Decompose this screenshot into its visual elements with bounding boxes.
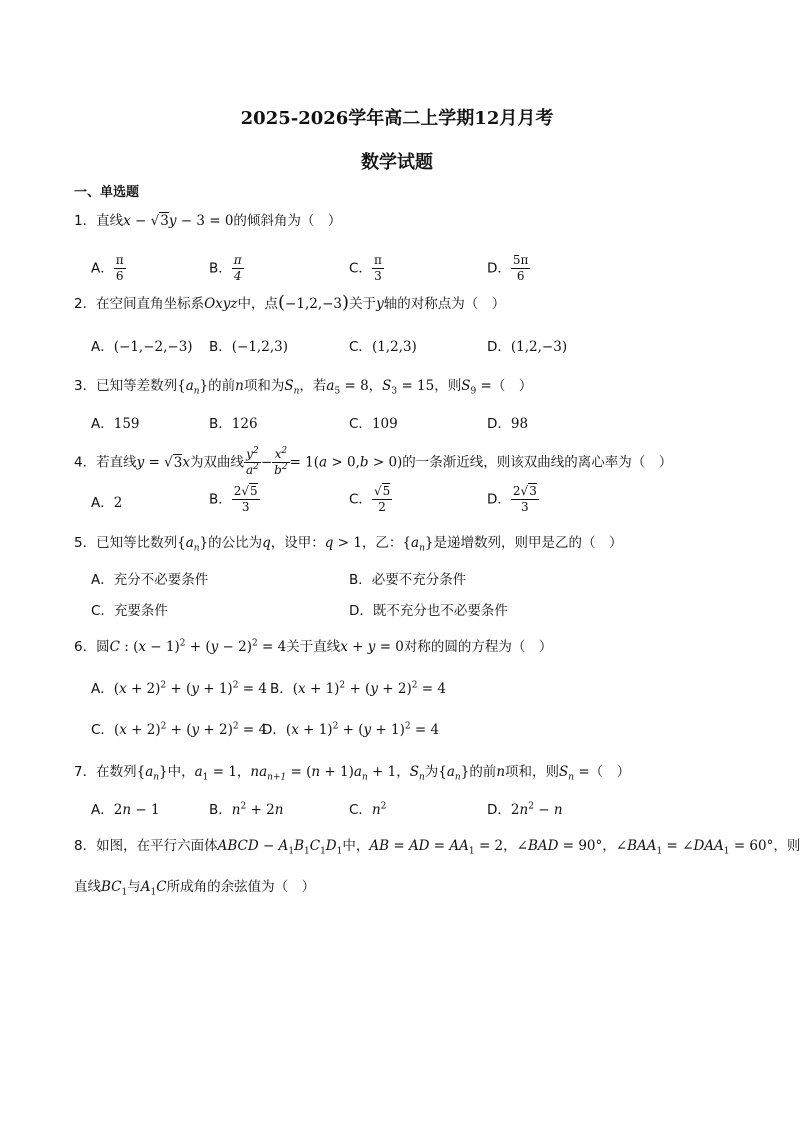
question-text: ，设甲： (270, 535, 325, 551)
q3-option-b[interactable] (209, 414, 258, 434)
question-text: 的前 (469, 764, 497, 780)
q5-option-d[interactable] (349, 601, 508, 621)
question-number: 6． (74, 639, 97, 655)
option-label: D． (487, 260, 511, 277)
q3-option-c[interactable] (349, 414, 398, 434)
option-label: C． (349, 416, 372, 432)
option-label: C． (91, 722, 114, 738)
question-text: ，则 (434, 378, 462, 394)
option-label: C． (349, 339, 372, 355)
q4-option-b[interactable]: B． $\frac{2√5}{3}$ (209, 484, 258, 514)
option-value: 2 (113, 495, 123, 511)
question-text: （ ） (589, 764, 631, 780)
question-text: 是递增数列，则甲是乙的（ ） (433, 535, 623, 551)
q5-option-c[interactable] (91, 601, 168, 621)
question-2: 2．在空间直角坐标系Oxyz中，点(−1,2,−3)关于y轴的对称点为（ ） (74, 292, 506, 313)
question-text: 在空间直角坐标系 (96, 296, 205, 312)
option-value: 98 (510, 416, 529, 432)
option-label: B． (209, 339, 232, 355)
option-label: A． (91, 339, 114, 355)
question-8-line-2: 直线$BC_1$与$A_1C$所成角的余弦值为（ ） (74, 879, 316, 898)
question-text: 为 (424, 764, 439, 780)
section-heading: 一、单选题 (74, 185, 140, 200)
option-label: D． (349, 603, 373, 619)
question-text: 的公比为 (208, 535, 263, 551)
question-3: 3．已知等差数列$\{a_n\}$的前n项和为$S_n$，若$a_5 = 8$，$S_3 = 15$，则$S_9$ =（ ） (74, 378, 533, 397)
question-text: 项和，则 (505, 764, 560, 780)
q2-option-c[interactable] (349, 337, 417, 357)
option-label: A． (91, 681, 114, 697)
q2-option-b[interactable] (209, 337, 288, 357)
option-label: A． (91, 572, 114, 588)
question-text: 的一条渐近线，则该双曲线的离心率为（ ） (402, 454, 673, 471)
question-text: ， (602, 838, 616, 854)
question-number: 2． (74, 296, 97, 312)
question-5: 5．已知等比数列$\{a_n\}$的公比为q，设甲：q > 1，乙：$\{a_n\}$是递增数列，则甲是乙的（ ） (74, 535, 623, 554)
question-number: 4． (74, 454, 97, 471)
q6-option-a[interactable]: A．$(x + 2)^2 + (y + 1)^2 = 4$ (91, 680, 267, 697)
option-label: D． (487, 491, 511, 508)
q6-option-b[interactable]: B．$(x + 1)^2 + (y + 2)^2 = 4$ (270, 680, 446, 697)
q1-option-d[interactable]: D． $\frac{5\pi}{6}$ (487, 253, 529, 283)
option-label: C． (91, 603, 114, 619)
question-text: 若直线 (96, 454, 137, 471)
question-text: 中， (167, 764, 195, 780)
question-text: ，若 (299, 378, 327, 394)
q6-option-d[interactable]: D．$(x + 1)^2 + (y + 1)^2 = 4$ (262, 721, 440, 738)
question-text: 项和为 (243, 378, 285, 394)
option-label: D． (487, 339, 511, 355)
exam-subtitle: 数学试题 (361, 152, 433, 173)
option-label: B． (209, 416, 232, 432)
q7-option-d[interactable]: D．$2n^2 - n$ (487, 801, 563, 818)
question-text: ， (503, 838, 517, 854)
option-value: 126 (231, 416, 258, 432)
question-text: ， (396, 764, 410, 780)
option-value: (−1,−2,−3) (113, 339, 193, 355)
option-value: 充要条件 (113, 603, 168, 619)
option-label: B． (209, 491, 232, 508)
question-text: 中， (342, 838, 370, 854)
question-text: 在数列 (96, 764, 137, 780)
question-text: ， (368, 378, 383, 394)
option-label: A． (91, 260, 114, 277)
option-value: (−1,2,3) (231, 339, 288, 355)
option-label: C． (349, 491, 372, 508)
q2-option-d[interactable] (487, 337, 567, 357)
q6-option-c[interactable]: C．$(x + 2)^2 + (y + 2)^2 = 4$ (91, 721, 268, 738)
q1-option-b[interactable]: B． $\frac{\pi}{4}$ (209, 253, 242, 283)
q1-option-a[interactable]: A． $\frac{\pi}{6}$ (91, 253, 124, 283)
coordinate-system: Oxyz (204, 296, 238, 312)
question-text: （ ） (491, 378, 533, 394)
q3-option-d[interactable] (487, 414, 528, 434)
question-text: 关于 (349, 296, 377, 312)
option-label: B． (349, 572, 372, 588)
question-text: 轴的对称点为（ ） (383, 296, 506, 312)
question-text: ，则 (773, 838, 800, 854)
question-number: 5． (74, 535, 97, 551)
q2-option-a[interactable] (91, 337, 193, 357)
option-value: 109 (371, 416, 398, 432)
option-label: C． (349, 802, 372, 818)
option-value: 必要不充分条件 (371, 572, 467, 588)
question-text: 直线 (74, 879, 101, 895)
option-label: B． (270, 681, 293, 697)
question-number: 8． (74, 838, 97, 854)
question-text: 关于直线 (286, 639, 341, 655)
question-6: 6．圆C : $(x - 1)^2 + (y - 2)^2 = 4$关于直线x + y = 0对称的圆的方程为（ ） (74, 638, 553, 655)
question-text: ， (236, 764, 251, 780)
option-value: 充分不必要条件 (113, 572, 209, 588)
option-label: C． (349, 260, 372, 277)
question-text: ，乙： (361, 535, 403, 551)
option-label: A． (91, 495, 114, 511)
question-4: 4．若直线y = √3x为双曲线 $\frac{y^2}{a^2}$ − $\frac{x^2}{b^2}$ = 1(a > 0,b > 0)的一条渐近线，则该双曲线的离心率为（ ） (74, 446, 673, 477)
question-text: 如图，在平行六面体 (96, 838, 218, 854)
question-8: 8．如图，在平行六面体ABCD − $A_1B_1C_1D_1$中，AB = AD = $AA_1 = 2$，∠BAD = 90°，$\angle BAA_1$ = $\angle DAA_1 = 60^\circ$，则 (74, 838, 800, 857)
option-label: B． (209, 260, 232, 277)
option-label: A． (91, 802, 114, 818)
option-value: (1,2,−3) (510, 339, 568, 355)
question-text: 的前 (208, 378, 236, 394)
q7-option-b[interactable]: B．$n^2 + 2n$ (209, 801, 284, 818)
q7-option-a[interactable]: A．2n − 1 (91, 802, 160, 818)
question-text: 圆 (96, 639, 110, 655)
question-text: 的倾斜角为（ ） (233, 213, 342, 229)
option-label: A． (91, 416, 114, 432)
q3-option-a[interactable] (91, 414, 140, 434)
question-text: 已知等差数列 (96, 378, 178, 394)
option-label: B． (209, 802, 232, 818)
option-value: 159 (113, 416, 140, 432)
option-value: 既不充分也不必要条件 (372, 603, 508, 619)
q5-option-b[interactable] (349, 570, 466, 590)
option-label: D． (487, 416, 511, 432)
question-text: 直线 (96, 213, 124, 229)
question-text: 所成角的余弦值为（ ） (166, 879, 316, 895)
question-text: 已知等比数列 (96, 535, 178, 551)
option-label: D． (487, 802, 511, 818)
question-text: 与 (127, 879, 141, 895)
q7-option-c[interactable]: C．$n^2$ (349, 801, 387, 818)
exam-title: 2025-2026学年高二上学期12月月考 (240, 108, 554, 129)
q1-option-c[interactable]: C． $\frac{\pi}{3}$ (349, 253, 382, 283)
q4-option-a[interactable] (91, 493, 122, 513)
question-number: 7． (74, 764, 97, 780)
question-text: 对称的圆的方程为（ ） (403, 639, 553, 655)
question-7: 7．在数列$\{a_n\}$中，$a_1 = 1$，$na_{n+1} = (n + 1)a_n + 1$，$S_n$为$\{a_n\}$的前n项和，则$S_n$ =（ ） (74, 764, 631, 783)
q4-option-c[interactable]: C． $\frac{√5}{2}$ (349, 484, 391, 514)
question-1: 1．直线x − √3y − 3 = 0的倾斜角为（ ） (74, 213, 342, 229)
option-value: (1,2,3) (371, 339, 417, 355)
q5-option-a[interactable] (91, 570, 208, 590)
question-text: 中，点 (237, 296, 279, 312)
question-text: 为双曲线 (189, 454, 244, 471)
option-label: D． (262, 722, 286, 738)
question-number: 1． (74, 213, 97, 229)
q4-option-d[interactable]: D． $\frac{2√3}{3}$ (487, 484, 537, 514)
question-number: 3． (74, 378, 97, 394)
